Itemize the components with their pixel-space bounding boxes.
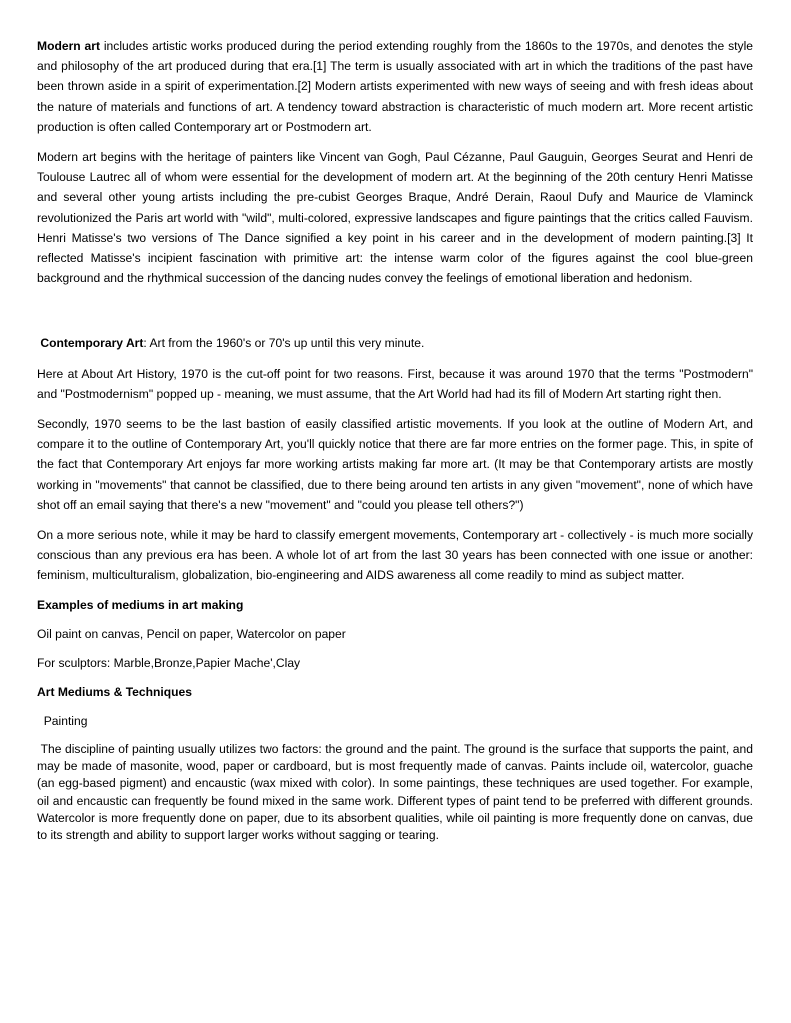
painting-subheading bbox=[37, 711, 753, 731]
painting-paragraph-text: The discipline of painting usually utilizes two factors: the ground and the paint. The ground is the surface that supports the paint, and may be made of masonite, wood, paper or cardboard, but is most frequently made of canvas. Paints include oil, watercolor, guache (an egg-based pigment) and encaustic (wax mixed with color). In some paintings, these techniques are used together. For example, oil and encaustic can frequently be found mixed in the same work. Different types of paint tend to be preferred with different grounds. Watercolor is more frequently done on paper, due to its absorbent qualities, while oil painting is more frequently done on canvas, due to its strength and ability to support larger works without sagging or tearing. bbox=[37, 741, 753, 843]
contemporary-art-paragraph-3: On a more serious note, while it may be hard to classify emergent movements, Contemporary art - collectively - is much more socially conscious than any previous era has been. A whole lot of art from the last 30 years has been connected with one issue or another: feminism, multiculturalism, globalization, bio-engineering and AIDS awareness all come readily to mind as subject matter. bbox=[37, 528, 753, 583]
contemporary-art-term: Contemporary Art bbox=[40, 336, 144, 351]
modern-art-paragraph-1-text: includes artistic works produced during the period extending roughly from the 1860s to the 1970s, and denotes the style and philosophy of the art produced during that era.[1] The term is usually associated with art in which the traditions of the past have been thrown aside in a spirit of experimentation.[2] Modern artists experimented with new ways of seeing and with fresh ideas about the nature of materials and functions of art. A tendency toward abstraction is characteristic of much modern art. More recent artistic production is often called Contemporary art or Postmodern art. bbox=[37, 39, 753, 134]
modern-art-paragraph-1 bbox=[37, 36, 753, 137]
modern-art-paragraph-2: Modern art begins with the heritage of painters like Vincent van Gogh, Paul Cézanne, Paul Gauguin, Georges Seurat and Henri de Toulouse Lautrec all of whom were essential for the development of modern art. At the beginning of the 20th century Henri Matisse and several other young artists including the pre-cubist Georges Braque, André Derain, Raoul Dufy and Maurice de Vlaminck revolutionized the Paris art world with "wild", multi-colored, expressive landscapes and figure paintings that the critics called Fauvism. Henri Matisse's two versions of The Dance signified a key point in his career and in the development of modern painting.[3] It reflected Matisse's incipient fascination with primitive art: the intense warm color of the figures against the cool blue-green background and the rhythmical succession of the dancing nudes convey the feelings of emotional liberation and hedonism. bbox=[37, 150, 753, 286]
contemporary-art-heading bbox=[37, 333, 753, 353]
mediums-heading: Examples of mediums in art making bbox=[37, 597, 244, 612]
mediums-line-2: For sculptors: Marble,Bronze,Papier Mache',Clay bbox=[37, 656, 301, 671]
document-page bbox=[37, 36, 753, 844]
contemporary-art-definition: : Art from the 1960's or 70's up until this very minute. bbox=[143, 336, 425, 351]
mediums-line-1: Oil paint on canvas, Pencil on paper, Watercolor on paper bbox=[37, 626, 346, 641]
contemporary-art-paragraph-2: Secondly, 1970 seems to be the last bastion of easily classified artistic movements. If you look at the outline of Modern Art, and compare it to the outline of Contemporary Art, you'll quickly notice that there are far more entries on the former page. This, in spite of the fact that Contemporary Art enjoys far more working artists making far more art. (It may be that Contemporary artists are mostly working in "movements" that cannot be classified, due to there being around ten artists in any given "movement", none of which have shot off an email saying that there's a new "movement" and "could you please tell others?") bbox=[37, 417, 753, 512]
painting-subheading-text: Painting bbox=[43, 714, 88, 729]
painting-paragraph bbox=[37, 741, 753, 845]
contemporary-art-paragraph-1: Here at About Art History, 1970 is the cut-off point for two reasons. First, because it was around 1970 that the terms "Postmodern" and "Postmodernism" popped up - meaning, we must assume, that the Art World had had its fill of Modern Art starting right then. bbox=[37, 366, 753, 401]
modern-art-term: Modern art bbox=[37, 39, 100, 53]
techniques-heading: Art Mediums & Techniques bbox=[37, 685, 192, 700]
